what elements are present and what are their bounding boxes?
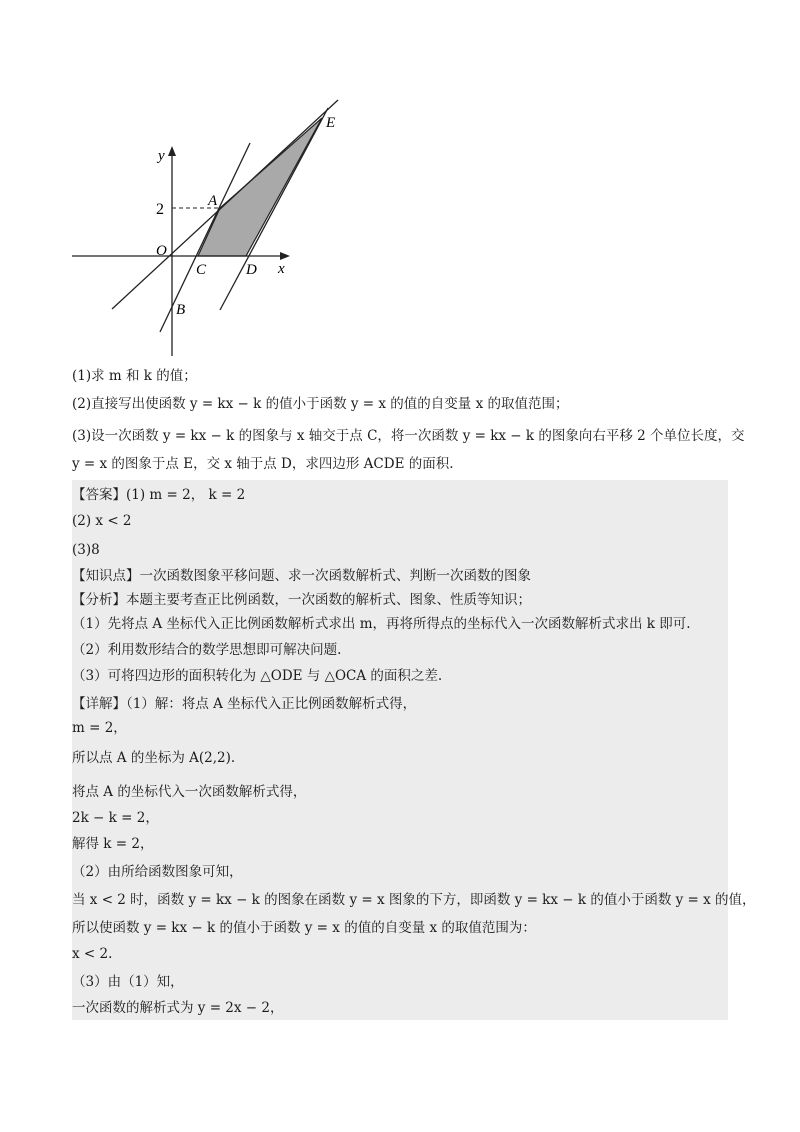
x-axis-label: x xyxy=(278,261,285,277)
y-axis-arrow xyxy=(168,146,176,156)
answer-line-3: (3)8 xyxy=(72,542,100,558)
label-C: C xyxy=(196,262,207,278)
answer-line-1: 【答案】(1) m = 2， k = 2 xyxy=(72,487,246,503)
knowledge-points: 【知识点】一次函数图象平移问题、求一次函数解析式、判断一次函数的图象 xyxy=(72,568,531,584)
label-O: O xyxy=(156,243,167,259)
answer-line-2: (2) x < 2 xyxy=(72,513,132,529)
detail-line-4: 将点 A 的坐标代入一次函数解析式得， xyxy=(72,784,307,800)
label-E: E xyxy=(326,115,336,131)
analysis-p2: （2）利用数形结合的数学思想即可解决问题. xyxy=(72,642,342,658)
question-3-line-1: (3)设一次函数 y = kx − k 的图象与 x 轴交于点 C，将一次函数 y = kx − k 的图象向右平移 2 个单位长度，交 xyxy=(72,428,745,444)
label-D: D xyxy=(246,262,257,278)
question-3-line-2: y = x 的图象于点 E，交 x 轴于点 D，求四边形 ACDE 的面积. xyxy=(72,456,454,472)
detail-line-10: x < 2. xyxy=(72,946,113,962)
detail-line-6: 解得 k = 2， xyxy=(72,836,154,852)
detail-line-2: m = 2， xyxy=(72,720,127,736)
analysis-p3: （3）可将四边形的面积转化为 △ODE 与 △OCA 的面积之差. xyxy=(72,668,443,684)
line-y-equals-x xyxy=(112,100,338,309)
question-1: (1)求 m 和 k 的值； xyxy=(72,368,197,384)
detail-line-3: 所以点 A 的坐标为 A(2,2). xyxy=(72,750,236,766)
detail-line-7: （2）由所给函数图象可知， xyxy=(72,864,243,880)
x-axis-arrow xyxy=(280,252,290,260)
analysis-title: 【分析】本题主要考查正比例函数，一次函数的解析式、图象、性质等知识； xyxy=(72,592,531,608)
y-axis-label: y xyxy=(158,148,165,164)
detail-line-5: 2k − k = 2， xyxy=(72,810,159,826)
label-B: B xyxy=(176,302,186,318)
analysis-p1: （1）先将点 A 坐标代入正比例函数解析式求出 m，再将所得点的坐标代入一次函数解析式求出 k 即可. xyxy=(72,616,691,632)
detail-line-11: （3）由（1）知， xyxy=(72,974,184,990)
detail-line-9: 所以使函数 y = kx − k 的值小于函数 y = x 的值的自变量 x 的取值范围为： xyxy=(72,920,536,936)
coordinate-figure xyxy=(60,88,360,360)
detail-line-8: 当 x < 2 时，函数 y = kx − k 的图象在函数 y = x 图象的下方，即函数 y = kx − k 的值小于函数 y = x 的值， xyxy=(72,892,756,908)
detail-line-1: 【详解】（1）解：将点 A 坐标代入正比例函数解析式得， xyxy=(72,696,417,712)
label-A: A xyxy=(208,193,218,209)
tick-label-2: 2 xyxy=(156,201,164,218)
question-2: (2)直接写出使函数 y = kx − k 的值小于函数 y = x 的值的自变量 x 的取值范围； xyxy=(72,396,569,412)
detail-line-12: 一次函数的解析式为 y = 2x − 2， xyxy=(72,1000,284,1016)
